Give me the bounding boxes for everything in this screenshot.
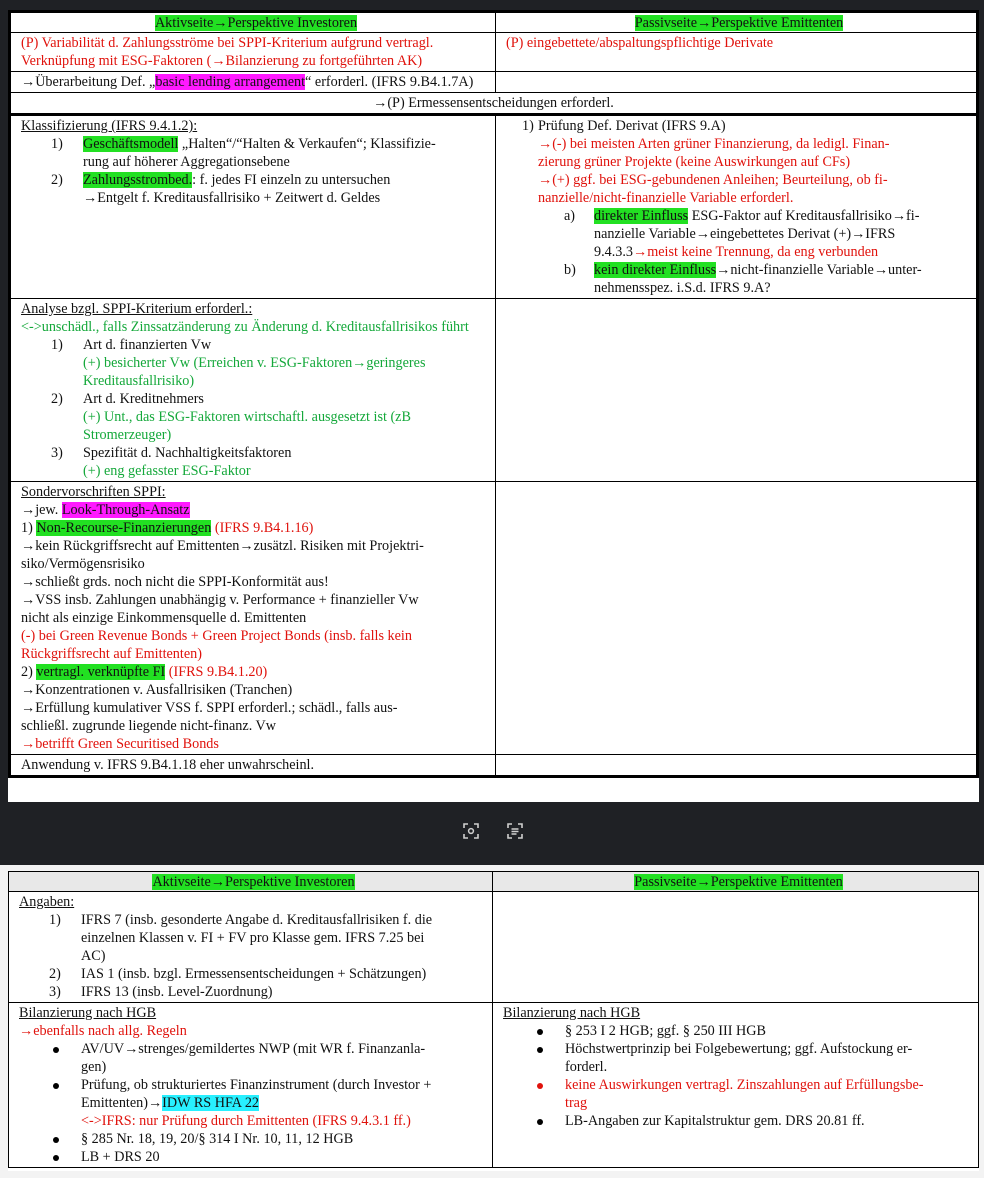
- scan-frame-icon-glyph: [462, 822, 480, 840]
- table-row: [10, 33, 978, 72]
- item-continuation: nehmensspez. i.S.d. IFRS 9.A?: [594, 280, 771, 296]
- text-line: →Konzentrationen v. Ausfallrisiken (Tranchen): [21, 682, 293, 698]
- row2-right: [496, 72, 978, 93]
- table-header-row: [9, 872, 979, 892]
- row7-left: Anwendung v. IFRS 9.B4.1.18 eher unwahrscheinl.: [10, 755, 496, 777]
- row4-left: [10, 115, 496, 299]
- row3-merged: →(P) Ermessensentscheidungen erforderl.: [10, 93, 978, 115]
- table-row: [9, 892, 979, 1003]
- list-item: [19, 983, 488, 1001]
- item-text: LB-Angaben zur Kapitalstruktur gem. DRS 20.81 ff.: [565, 1113, 865, 1129]
- table-row: [10, 72, 978, 93]
- row5-left: [10, 299, 496, 482]
- red-line: nanzielle/nicht-finanzielle Variable erforderl.: [538, 190, 794, 206]
- non-recourse-highlight: Non-Recourse-Finanzierungen: [36, 520, 212, 536]
- non-recourse-line: [21, 519, 491, 537]
- item-text: : f. jedes FI einzeln zu untersuchen: [192, 172, 391, 188]
- red-line: Rückgriffsrecht auf Emittenten): [21, 646, 202, 662]
- header-left-label: Aktivseite→Perspektive Investoren: [152, 874, 355, 890]
- row6-right: [496, 482, 978, 755]
- item-number: 1): [51, 337, 63, 353]
- list-item: [19, 965, 488, 983]
- table-row: [10, 93, 978, 115]
- item-continuation: rung auf höherer Aggregationsebene: [83, 154, 290, 170]
- bullet-icon: [53, 1137, 59, 1143]
- list-item: [503, 1076, 974, 1094]
- red-line: (-) bei Green Revenue Bonds + Green Project Bonds (insb. falls kein: [21, 628, 412, 644]
- item-text: AV/UV→strenges/gemildertes NWP (mit WR f. Finanzanla-: [81, 1041, 426, 1057]
- item-number: 1): [21, 520, 37, 536]
- row2-left: [10, 72, 496, 93]
- derivative-check: [506, 117, 972, 135]
- item-continuation: →Entgelt f. Kreditausfallrisiko + Zeitwert d. Geldes: [83, 190, 381, 206]
- item-letter: a): [564, 208, 576, 224]
- no-direct-influence-highlight: kein direkter Einfluss: [594, 262, 717, 278]
- red-text: →meist keine Trennung, da eng verbunden: [633, 244, 879, 260]
- hgb-title-left: Bilanzierung nach HGB: [19, 1005, 157, 1021]
- row1-right: [493, 892, 979, 1003]
- item-number: 1): [522, 118, 534, 134]
- document-page-2: [0, 865, 984, 1178]
- header-left: [10, 12, 496, 33]
- item-text: IAS 1 (insb. bzgl. Ermessensentscheidungen + Schätzungen): [81, 966, 427, 982]
- list-item: [21, 171, 491, 189]
- row2-prefix: →Überarbeitung Def. „: [21, 74, 156, 90]
- list-item: [19, 1040, 488, 1058]
- text-line: nicht als einzige Einkommensquelle d. Emittenten: [21, 610, 307, 626]
- item-text: Art d. Kreditnehmers: [83, 391, 204, 407]
- item-number: 1): [49, 912, 61, 928]
- item-text: Höchstwertprinzip bei Folgebewertung; ggf. Aufstockung er-: [565, 1041, 913, 1057]
- list-item: [19, 1148, 488, 1166]
- line-prefix: →jew.: [21, 502, 62, 518]
- item-number: 2): [51, 391, 63, 407]
- basic-lending-highlight: basic lending arrangement: [155, 74, 306, 90]
- red-line: →ebenfalls nach allg. Regeln: [19, 1023, 187, 1039]
- item-text: ESG-Faktor auf Kreditausfallrisiko→fi-: [688, 208, 920, 224]
- list-item: [21, 444, 491, 462]
- green-intro: <->unschädl., falls Zinssatzänderung zu Änderung d. Kreditausfallrisikos führt: [21, 319, 469, 335]
- page-2-sheet: [8, 871, 979, 1171]
- list-item: [19, 1130, 488, 1148]
- table-header-row: [10, 12, 978, 33]
- list-item: [21, 390, 491, 408]
- list-item: [19, 911, 488, 929]
- look-through-highlight: Look-Through-Ansatz: [61, 502, 190, 518]
- item-continuation: AC): [81, 948, 106, 964]
- header-right: [496, 12, 978, 33]
- comparison-table-2: [8, 871, 979, 1168]
- text-line: schließl. zugrunde liegende nicht-finanz. Vw: [21, 718, 277, 734]
- special-rules-title: Sondervorschriften SPPI:: [21, 484, 166, 500]
- row1-left: [9, 892, 493, 1003]
- bullet-icon: [53, 1047, 59, 1053]
- item-text: Art d. finanzierten Vw: [83, 337, 212, 353]
- bullet-icon: [537, 1083, 543, 1089]
- bullet-icon: [537, 1119, 543, 1125]
- list-item: [506, 207, 972, 225]
- item-text: LB + DRS 20: [81, 1149, 160, 1165]
- row7-right: [496, 755, 978, 777]
- item-continuation: gen): [81, 1059, 107, 1075]
- item-letter: b): [564, 262, 576, 278]
- red-line: <->IFRS: nur Prüfung durch Emittenten (IFRS 9.4.3.1 ff.): [81, 1113, 411, 1129]
- bullet-icon: [537, 1047, 543, 1053]
- list-item: [506, 261, 972, 279]
- red-line: zierung grüner Projekte (keine Auswirkungen auf CFs): [538, 154, 851, 170]
- item-text: Emittenten)→: [81, 1095, 163, 1111]
- row2-suffix: “ erforderl. (IFRS 9.B4.1.7A): [305, 74, 474, 90]
- text-line: →VSS insb. Zahlungen unabhängig v. Performance + finanzieller Vw: [21, 592, 419, 608]
- item-number: 3): [51, 445, 63, 461]
- linked-fi-line: [21, 663, 491, 681]
- bullet-icon: [53, 1155, 59, 1161]
- item-number: 2): [51, 172, 63, 188]
- item-text: keine Auswirkungen vertragl. Zinszahlungen auf Erfüllungsbe-: [565, 1077, 924, 1093]
- item-continuation: trag: [565, 1095, 588, 1111]
- item-number: 3): [49, 984, 61, 1000]
- item-continuation: einzelnen Klassen v. FI + FV pro Klasse gem. IFRS 7.25 bei: [81, 930, 425, 946]
- row5-right: [496, 299, 978, 482]
- list-item: [503, 1022, 974, 1040]
- header-left: [9, 872, 493, 892]
- page-1-sheet: [8, 10, 979, 802]
- text-line: siko/Vermögensrisiko: [21, 556, 145, 572]
- item-number: 1): [51, 136, 63, 152]
- item-text: →nicht-finanzielle Variable→unter-: [716, 262, 922, 278]
- text-line: →kein Rückgriffsrecht auf Emittenten→zusätzl. Risiken mit Projektri-: [21, 538, 424, 554]
- list-item: [21, 336, 491, 354]
- item-continuation: forderl.: [565, 1059, 608, 1075]
- red-line: →(+) ggf. bei ESG-gebundenen Anleihen; Beurteilung, ob fi-: [538, 172, 888, 188]
- item-number: 2): [49, 966, 61, 982]
- scan-frame-icon[interactable]: [462, 822, 480, 840]
- row6-left: [10, 482, 496, 755]
- scan-text-icon-glyph: [506, 822, 524, 840]
- text-line: →Erfüllung kumulativer VSS f. SPPI erforderl.; schädl., falls aus-: [21, 700, 398, 716]
- red-reference: (IFRS 9.B4.1.16): [211, 520, 314, 536]
- green-note: (+) besicherter Vw (Erreichen v. ESG-Faktoren→geringeres Kreditausfallrisiko): [83, 355, 426, 389]
- red-reference: (IFRS 9.B4.1.20): [165, 664, 268, 680]
- item-text: „Halten“/“Halten & Verkaufen“; Klassifizie-: [178, 136, 436, 152]
- business-model-highlight: Geschäftsmodell: [83, 136, 179, 152]
- green-note: (+) eng gefasster ESG-Faktor: [83, 463, 251, 479]
- hgb-title-right: Bilanzierung nach HGB: [503, 1005, 641, 1021]
- red-line: →betrifft Green Securitised Bonds: [21, 736, 219, 752]
- table-row: [10, 482, 978, 755]
- scan-text-icon[interactable]: [506, 822, 524, 840]
- header-left-label: Aktivseite→Perspektive Investoren: [154, 15, 358, 31]
- row1-left: (P) Variabilität d. Zahlungsströme bei SPPI-Kriterium aufgrund vertragl. Verknüpfung mit ESG-Faktoren (→Bilanzierung zu fortgeführten AK): [10, 33, 496, 72]
- item-text: 9.4.3.3: [594, 244, 634, 260]
- item-text: Spezifität d. Nachhaltigkeitsfaktoren: [83, 445, 292, 461]
- table-row: [10, 115, 978, 299]
- header-right-label: Passivseite→Perspektive Emittenten: [634, 874, 843, 890]
- look-through-line: [21, 501, 491, 519]
- linked-fi-highlight: vertragl. verknüpfte FI: [36, 664, 166, 680]
- cashflow-condition-highlight: Zahlungsstrombed.: [83, 172, 193, 188]
- header-right: [493, 872, 979, 892]
- header-right-label: Passivseite→Perspektive Emittenten: [634, 15, 844, 31]
- table-row: [10, 755, 978, 777]
- idw-highlight: IDW RS HFA 22: [162, 1095, 260, 1111]
- item-text: Prüfung, ob strukturiertes Finanzinstrument (durch Investor +: [81, 1077, 432, 1093]
- item-continuation: nanzielle Variable→eingebettetes Derivat (+)→IFRS: [594, 226, 896, 242]
- red-line: →(-) bei meisten Arten grüner Finanzierung, da ledigl. Finan-: [538, 136, 890, 152]
- disclosures-title: Angaben:: [19, 894, 75, 910]
- row4-right: [496, 115, 978, 299]
- row1-right: (P) eingebettete/abspaltungspflichtige Derivate: [496, 33, 978, 72]
- item-number: 2): [21, 664, 37, 680]
- table-row: [10, 299, 978, 482]
- item-text: Prüfung Def. Derivat (IFRS 9.A): [538, 118, 726, 134]
- row2-right: [493, 1003, 979, 1168]
- direct-influence-highlight: direkter Einfluss: [594, 208, 689, 224]
- list-item: [503, 1040, 974, 1058]
- item-continuation: [506, 243, 972, 261]
- list-item: [503, 1112, 974, 1130]
- comparison-table-1: [8, 10, 979, 778]
- text-line: →schließt grds. noch nicht die SPPI-Konformität aus!: [21, 574, 329, 590]
- item-continuation: [19, 1094, 488, 1112]
- item-text: § 253 I 2 HGB; ggf. § 250 III HGB: [565, 1023, 766, 1039]
- list-item: [21, 135, 491, 153]
- item-text: IFRS 13 (insb. Level-Zuordnung): [81, 984, 273, 1000]
- table-row: [9, 1003, 979, 1168]
- row2-left: [9, 1003, 493, 1168]
- item-text: IFRS 7 (insb. gesonderte Angabe d. Kreditausfallrisiken f. die: [81, 912, 433, 928]
- list-item: [19, 1076, 488, 1094]
- bullet-icon: [53, 1083, 59, 1089]
- item-text: § 285 Nr. 18, 19, 20/§ 314 I Nr. 10, 11, 12 HGB: [81, 1131, 354, 1147]
- sppi-analysis-title: Analyse bzgl. SPPI-Kriterium erforderl.:: [21, 301, 253, 317]
- bullet-icon: [537, 1029, 543, 1035]
- classification-title: Klassifizierung (IFRS 9.4.1.2):: [21, 118, 198, 134]
- green-note: (+) Unt., das ESG-Faktoren wirtschaftl. ausgesetzt ist (zB Stromerzeuger): [83, 409, 411, 443]
